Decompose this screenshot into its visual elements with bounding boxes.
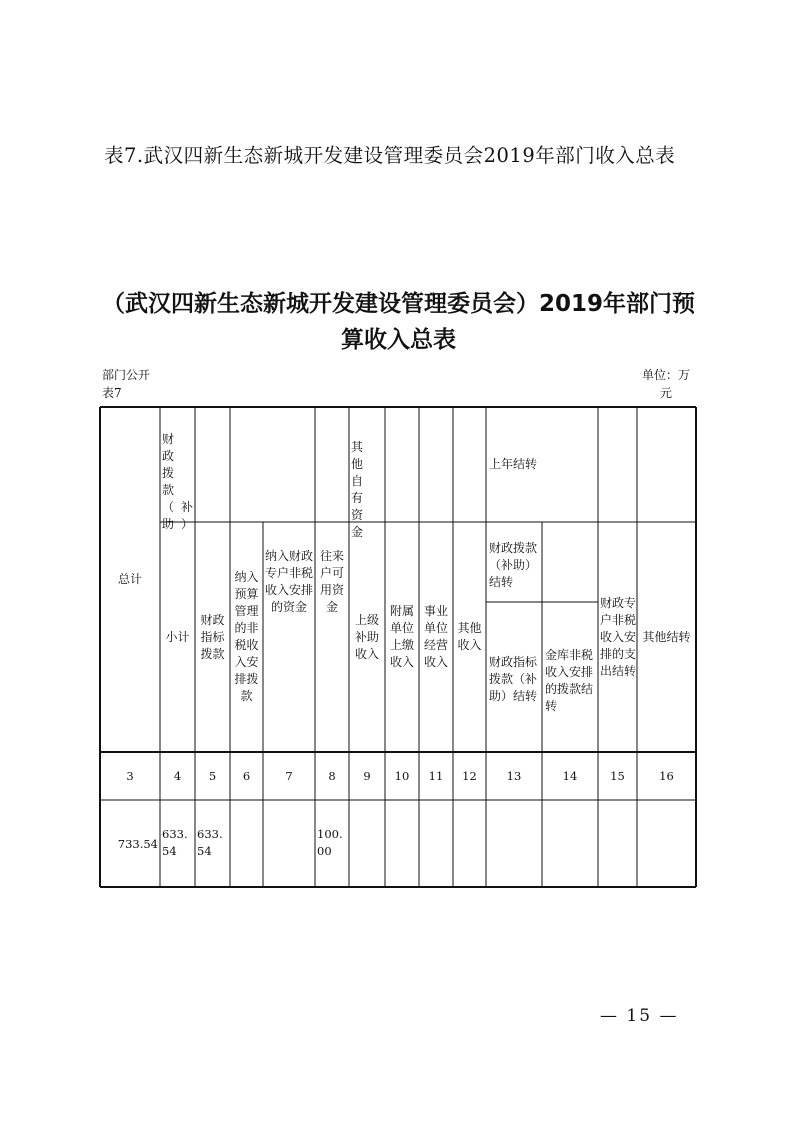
col-number: 3	[126, 768, 134, 783]
header-fiscal-index: 财政指标拨款	[200, 612, 225, 661]
col-number: 8	[328, 768, 336, 783]
value-current-account: 100.00	[317, 827, 343, 858]
value-subtotal: 633.54	[162, 827, 188, 858]
header-fiscal-index-carryover: 财政指标拨款（补助）结转	[489, 655, 538, 703]
header-other-income: 其他收入	[457, 621, 482, 652]
col-number: 10	[394, 768, 410, 783]
doc-label-line1: 部门公开	[102, 368, 151, 382]
header-nontax-budget: 纳入预算管理的非税收入安排拨款	[234, 570, 259, 703]
page-title: （武汉四新生态新城开发建设管理委员会）2019年部门预算收入总表	[101, 291, 695, 353]
doc-label-line2: 表7	[102, 386, 122, 400]
header-business: 事业单位经营收入	[423, 604, 448, 669]
value-fiscal-index: 633.54	[197, 827, 223, 858]
header-own-group: 其他自有资金	[351, 440, 371, 539]
header-total: 总计	[117, 572, 142, 586]
unit-label-line1: 单位：万	[642, 368, 691, 382]
col-number: 16	[659, 768, 674, 783]
header-carryover-group: 上年结转	[489, 457, 538, 471]
col-number: 9	[363, 768, 371, 783]
col-number: 4	[173, 768, 182, 783]
header-treasury-carryover: 金库非税收入安排的拨款结转	[545, 648, 594, 713]
page-number: — 15 —	[600, 1006, 679, 1026]
unit-label	[642, 366, 698, 402]
col-number: 11	[428, 768, 444, 783]
col-number: 15	[610, 768, 625, 783]
unit-label-line2: 元	[660, 386, 673, 400]
header-current-account: 往来户可用资金	[319, 549, 344, 614]
col-number: 13	[506, 768, 522, 783]
col-number: 7	[285, 768, 293, 783]
doc-label	[102, 366, 150, 402]
col-number: 12	[462, 768, 477, 783]
header-fiscal-carryover-group: 财政拨款（补助）结转	[489, 541, 538, 589]
header-other-carryover: 其他结转	[642, 629, 691, 644]
header-special-expense-carryover: 财政专户非税收入安排的支出结转	[599, 595, 636, 678]
header-subtotal: 小计	[165, 629, 190, 644]
col-number: 14	[562, 768, 578, 783]
col-number: 5	[208, 768, 217, 783]
header-affiliated: 附属单位上缴收入	[389, 604, 414, 669]
header-upper-subsidy: 上级补助收入	[354, 612, 379, 661]
table-caption: 表7.武汉四新生态新城开发建设管理委员会2019年部门收入总表	[104, 144, 676, 167]
col-number: 6	[242, 768, 251, 783]
header-nontax-special: 纳入财政专户非税收入安排的资金	[265, 549, 314, 614]
header-fiscal-group: 财政拨款（补助）	[162, 432, 201, 531]
value-total: 733.54	[117, 837, 158, 851]
